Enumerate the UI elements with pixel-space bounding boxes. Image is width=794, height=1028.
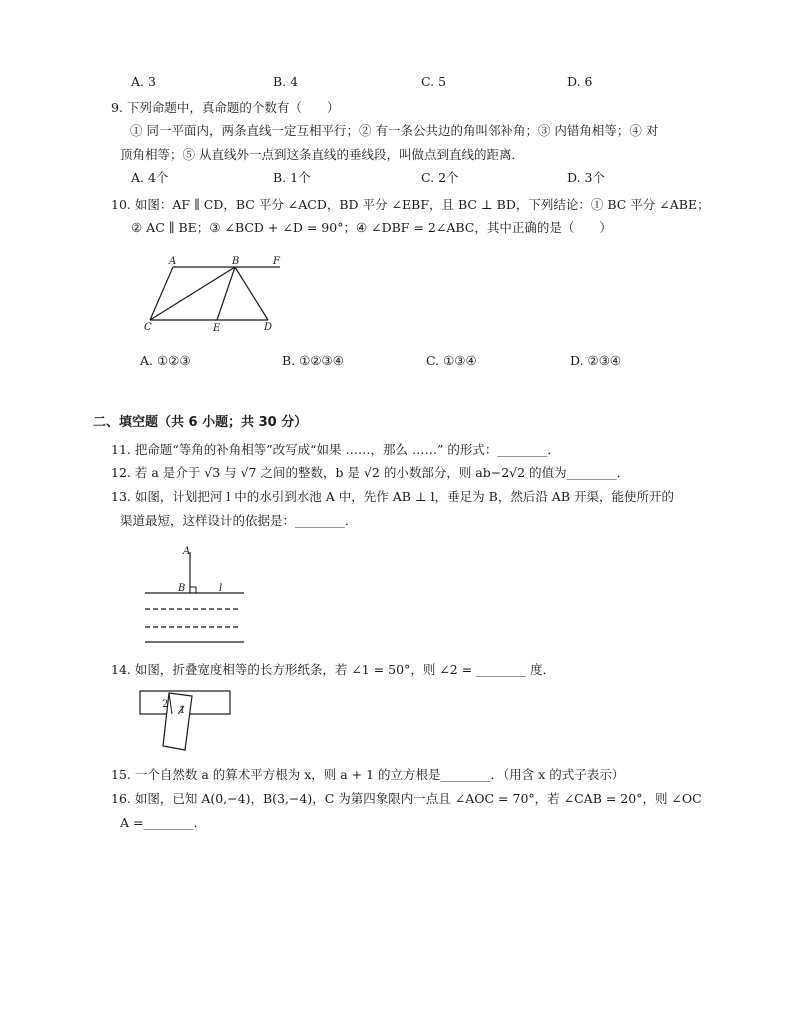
q10-option-c[interactable]: C. ①③④ <box>426 353 477 368</box>
q14-text: 14. 如图，折叠宽度相等的长方形纸条，若 ∠1 = 50°，则 ∠2 = ________ 度． <box>111 662 556 677</box>
q13-text-line2: 渠道最短，这样设计的依据是：________． <box>120 513 358 528</box>
point-e-label: E <box>213 323 221 334</box>
q13-text-line1: 13. 如图，计划把河 l 中的水引到水池 A 中，先作 AB ⊥ l，垂足为 B，然后沿 AB 开渠，能使所开的 <box>111 489 674 504</box>
q10-option-d[interactable]: D. ②③④ <box>570 353 622 368</box>
point-a-label: A <box>169 256 177 267</box>
q10-stem-line1: 10. 如图：AF ∥ CD，BC 平分 ∠ACD，BD 平分 ∠EBF，且 BC ⊥ BD，下列结论：① BC 平分 ∠ABE； <box>111 197 710 212</box>
point-c-label: C <box>144 322 152 333</box>
q15-text: 15. 一个自然数 a 的算术平方根为 x，则 a + 1 的立方根是________．（用含 x 的式子表示） <box>111 767 625 782</box>
angle-1-label: 1 <box>179 705 186 716</box>
q16-text-line2: A =________． <box>120 815 206 830</box>
q9-option-a[interactable]: A. 4个 <box>131 170 169 185</box>
segment-bc <box>150 267 235 320</box>
segment-be <box>217 267 235 320</box>
q10-option-b[interactable]: B. ①②③④ <box>282 353 344 368</box>
q9-body-line1: ① 同一平面内，两条直线一定互相平行；② 有一条公共边的角叫邻补角；③ 内错角相等；④ 对 <box>130 123 659 138</box>
q12-text: 12. 若 a 是介于 √3 与 √7 之间的整数，b 是 √2 的小数部分，则 ab−2√2 的值为________． <box>111 465 630 480</box>
q13-figure-river <box>140 542 252 646</box>
q11-text: 11. 把命题“等角的补角相等”改写成“如果 ……，那么 ……” 的形式：________． <box>111 442 560 457</box>
q10-stem-line2: ② AC ∥ BE；③ ∠BCD + ∠D = 90°；④ ∠DBF = 2∠ABC，其中正确的是（ ） <box>131 220 612 235</box>
segment-bd <box>235 267 268 320</box>
q10-option-a[interactable]: A. ①②③ <box>140 353 191 368</box>
q8-option-b[interactable]: B. 4 <box>273 74 299 89</box>
q9-stem: 9. 下列命题中，真命题的个数有（ ） <box>111 100 340 115</box>
q8-option-d[interactable]: D. 6 <box>567 74 593 89</box>
q9-option-b[interactable]: B. 1个 <box>273 170 311 185</box>
q8-option-c[interactable]: C. 5 <box>421 74 447 89</box>
q10-figure-parallel-lines <box>140 252 290 336</box>
section-fill-in-title: 二、填空题（共 6 小题；共 30 分） <box>93 415 308 430</box>
point-b-label: B <box>232 256 240 267</box>
q14-figure-folded-strip <box>138 688 234 752</box>
q8-option-a[interactable]: A. 3 <box>131 74 156 89</box>
segment-ac <box>150 267 173 320</box>
q9-option-c[interactable]: C. 2个 <box>421 170 459 185</box>
q9-body-line2: 顶角相等；⑤ 从直线外一点到这条直线的垂线段，叫做点到直线的距离． <box>120 147 524 162</box>
right-angle-mark <box>190 587 196 593</box>
point-f-label: F <box>273 256 280 267</box>
point-d-label: D <box>264 322 273 333</box>
line-l-label: l <box>219 583 223 594</box>
q9-option-d[interactable]: D. 3个 <box>567 170 605 185</box>
point-a-label: A <box>183 546 191 557</box>
q16-text-line1: 16. 如图，已知 A(0,−4)，B(3,−4)，C 为第四象限内一点且 ∠AOC = 70°，若 ∠CAB = 20°，则 ∠OC <box>111 791 702 806</box>
point-b-label: B <box>178 583 186 594</box>
angle-2-label: 2 <box>162 699 169 710</box>
